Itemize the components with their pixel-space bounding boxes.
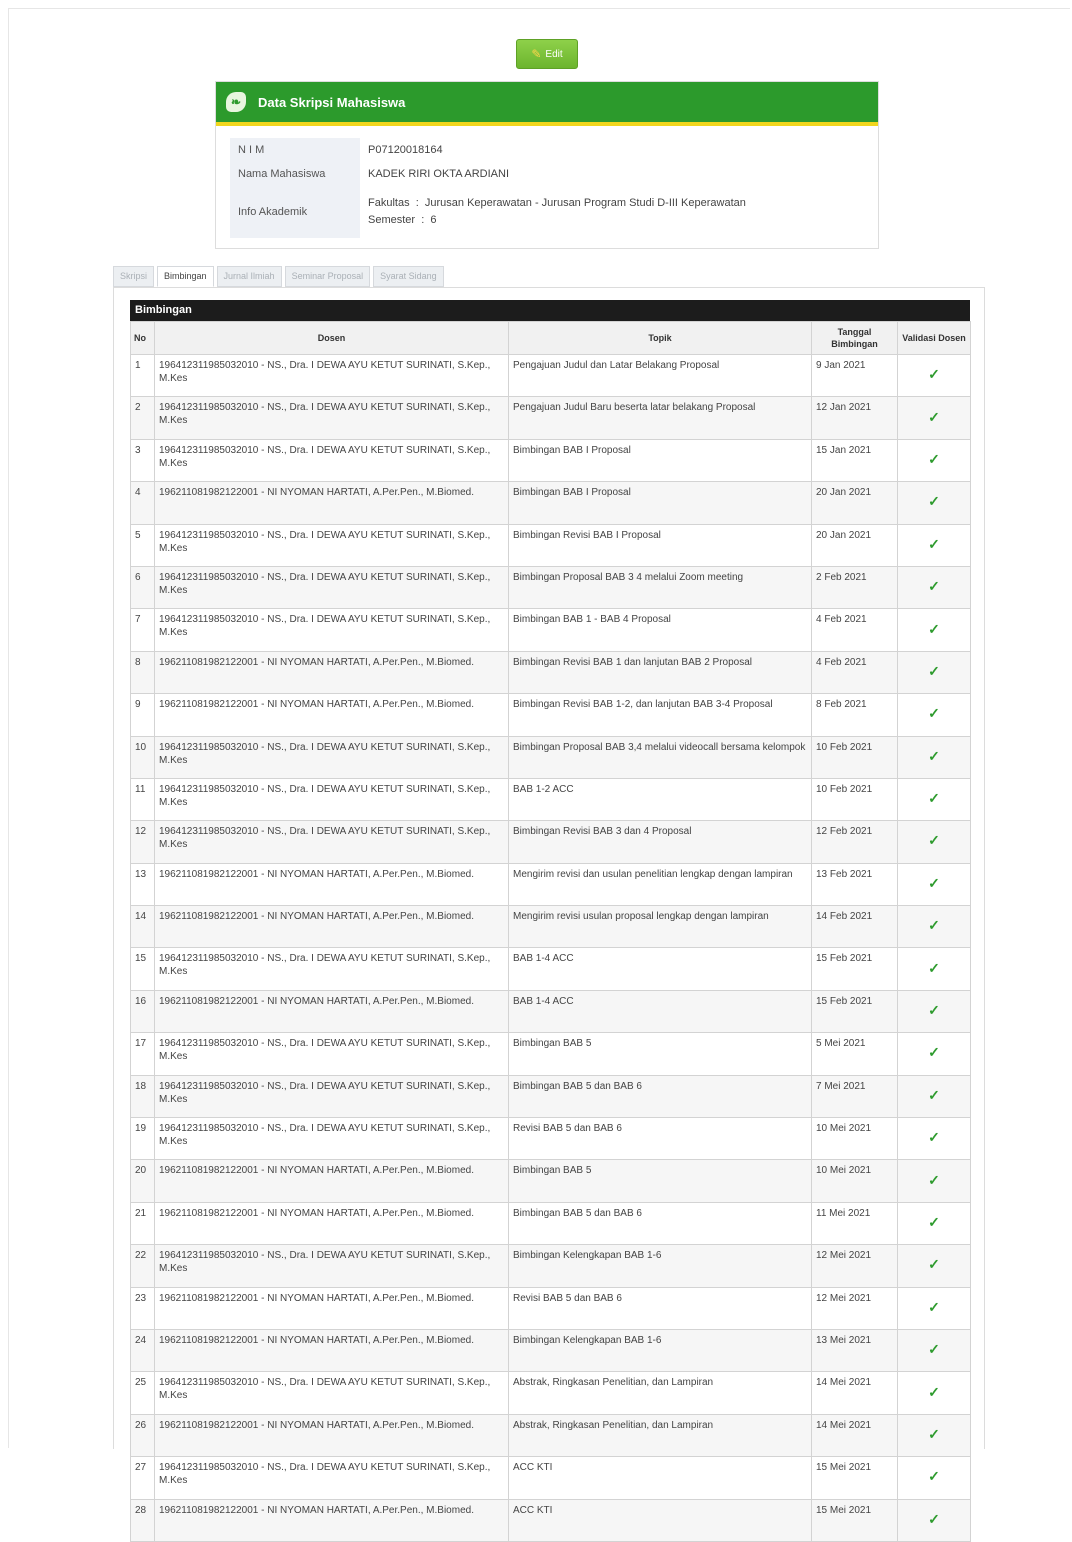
row-dosen: 196412311985032010 - NS., Dra. I DEWA AYU KETUT SURINATI, S.Kep., M.Kes xyxy=(155,439,509,481)
table-row xyxy=(131,609,971,651)
table-row xyxy=(131,355,971,397)
row-dosen: 196211081982122001 - NI NYOMAN HARTATI, A.Per.Pen., M.Biomed. xyxy=(155,863,509,905)
row-topik: ACC KTI xyxy=(509,1457,812,1499)
row-dosen: 196412311985032010 - NS., Dra. I DEWA AYU KETUT SURINATI, S.Kep., M.Kes xyxy=(155,1457,509,1499)
checkmark-icon: ✓ xyxy=(928,1086,940,1103)
checkmark-icon: ✓ xyxy=(928,1044,940,1061)
tab-syarat-sidang[interactable]: Syarat Sidang xyxy=(373,266,444,287)
row-dosen: 196412311985032010 - NS., Dra. I DEWA AYU KETUT SURINATI, S.Kep., M.Kes xyxy=(155,778,509,820)
row-tanggal: 15 Feb 2021 xyxy=(812,990,898,1032)
table-row xyxy=(131,694,971,736)
row-tanggal: 12 Feb 2021 xyxy=(812,821,898,863)
row-tanggal: 14 Mei 2021 xyxy=(812,1372,898,1414)
row-no: 21 xyxy=(131,1202,155,1244)
row-dosen: 196211081982122001 - NI NYOMAN HARTATI, A.Per.Pen., M.Biomed. xyxy=(155,1329,509,1371)
row-topik: ACC KTI xyxy=(509,1499,812,1541)
header-no: No xyxy=(131,322,155,355)
nim-label: N I M xyxy=(230,138,360,162)
row-dosen: 196412311985032010 - NS., Dra. I DEWA AYU KETUT SURINATI, S.Kep., M.Kes xyxy=(155,609,509,651)
name-value: KADEK RIRI OKTA ARDIANI xyxy=(368,168,509,180)
row-dosen: 196211081982122001 - NI NYOMAN HARTATI, A.Per.Pen., M.Biomed. xyxy=(155,1414,509,1456)
row-no: 27 xyxy=(131,1457,155,1499)
row-tanggal: 4 Feb 2021 xyxy=(812,651,898,693)
checkmark-icon: ✓ xyxy=(928,1341,940,1358)
checkmark-icon: ✓ xyxy=(928,1510,940,1527)
table-row xyxy=(131,906,971,948)
row-dosen: 196211081982122001 - NI NYOMAN HARTATI, A.Per.Pen., M.Biomed. xyxy=(155,906,509,948)
checkmark-icon: ✓ xyxy=(928,1298,940,1315)
table-row xyxy=(131,990,971,1032)
table-row xyxy=(131,1118,971,1160)
checkmark-icon: ✓ xyxy=(928,917,940,934)
row-validasi xyxy=(898,1160,971,1202)
row-validasi xyxy=(898,1457,971,1499)
row-tanggal: 10 Mei 2021 xyxy=(812,1160,898,1202)
row-dosen: 196412311985032010 - NS., Dra. I DEWA AYU KETUT SURINATI, S.Kep., M.Kes xyxy=(155,397,509,439)
table-row xyxy=(131,1499,971,1541)
row-tanggal: 15 Mei 2021 xyxy=(812,1499,898,1541)
nim-value: P07120018164 xyxy=(368,144,443,156)
table-row xyxy=(131,1329,971,1371)
checkmark-icon: ✓ xyxy=(928,705,940,722)
row-tanggal: 15 Mei 2021 xyxy=(812,1457,898,1499)
row-tanggal: 4 Feb 2021 xyxy=(812,609,898,651)
checkmark-icon: ✓ xyxy=(928,1383,940,1400)
row-topik: Bimbingan Proposal BAB 3 4 melalui Zoom meeting xyxy=(509,566,812,608)
row-dosen: 196412311985032010 - NS., Dra. I DEWA AYU KETUT SURINATI, S.Kep., M.Kes xyxy=(155,736,509,778)
row-no: 6 xyxy=(131,566,155,608)
row-topik: Bimbingan Proposal BAB 3,4 melalui videocall bersama kelompok xyxy=(509,736,812,778)
row-tanggal: 7 Mei 2021 xyxy=(812,1075,898,1117)
row-tanggal: 8 Feb 2021 xyxy=(812,694,898,736)
row-topik: BAB 1-4 ACC xyxy=(509,948,812,990)
row-topik: Mengirim revisi dan usulan penelitian lengkap dengan lampiran xyxy=(509,863,812,905)
row-no: 3 xyxy=(131,439,155,481)
row-no: 28 xyxy=(131,1499,155,1541)
row-topik: Revisi BAB 5 dan BAB 6 xyxy=(509,1287,812,1329)
row-dosen: 196412311985032010 - NS., Dra. I DEWA AYU KETUT SURINATI, S.Kep., M.Kes xyxy=(155,1075,509,1117)
card-header xyxy=(216,82,878,126)
row-validasi xyxy=(898,821,971,863)
row-topik: Pengajuan Judul dan Latar Belakang Proposal xyxy=(509,355,812,397)
row-validasi xyxy=(898,1202,971,1244)
name-label: Nama Mahasiswa xyxy=(230,162,360,186)
row-validasi xyxy=(898,694,971,736)
row-dosen: 196412311985032010 - NS., Dra. I DEWA AYU KETUT SURINATI, S.Kep., M.Kes xyxy=(155,355,509,397)
leaf-icon: ❧ xyxy=(226,92,246,112)
checkmark-icon: ✓ xyxy=(928,959,940,976)
row-dosen: 196412311985032010 - NS., Dra. I DEWA AYU KETUT SURINATI, S.Kep., M.Kes xyxy=(155,948,509,990)
table-row xyxy=(131,1033,971,1075)
bimbingan-table xyxy=(130,321,971,1542)
row-topik: Bimbingan Kelengkapan BAB 1-6 xyxy=(509,1245,812,1287)
checkmark-icon: ✓ xyxy=(928,578,940,595)
row-topik: Bimbingan Kelengkapan BAB 1-6 xyxy=(509,1329,812,1371)
row-tanggal: 5 Mei 2021 xyxy=(812,1033,898,1075)
checkmark-icon: ✓ xyxy=(928,366,940,383)
row-topik: Abstrak, Ringkasan Penelitian, dan Lampiran xyxy=(509,1414,812,1456)
row-no: 26 xyxy=(131,1414,155,1456)
row-validasi xyxy=(898,439,971,481)
row-validasi xyxy=(898,1414,971,1456)
row-validasi xyxy=(898,1118,971,1160)
row-dosen: 196211081982122001 - NI NYOMAN HARTATI, A.Per.Pen., M.Biomed. xyxy=(155,482,509,524)
semester-value: 6 xyxy=(430,214,437,226)
table-row xyxy=(131,821,971,863)
table-row xyxy=(131,439,971,481)
header-tanggal: Tanggal Bimbingan xyxy=(812,322,898,355)
header-dosen: Dosen xyxy=(155,322,509,355)
row-no: 14 xyxy=(131,906,155,948)
academic-value: Fakultas : Jurusan Keperawatan - Jurusan Program Studi D-III Keperawatan Semester : 6 xyxy=(368,197,746,226)
row-validasi xyxy=(898,1372,971,1414)
row-topik: Bimbingan Revisi BAB I Proposal xyxy=(509,524,812,566)
row-no: 19 xyxy=(131,1118,155,1160)
row-no: 13 xyxy=(131,863,155,905)
row-validasi xyxy=(898,778,971,820)
row-no: 10 xyxy=(131,736,155,778)
row-tanggal: 13 Feb 2021 xyxy=(812,863,898,905)
row-tanggal: 13 Mei 2021 xyxy=(812,1329,898,1371)
row-tanggal: 12 Mei 2021 xyxy=(812,1287,898,1329)
row-validasi xyxy=(898,1287,971,1329)
checkmark-icon: ✓ xyxy=(928,1002,940,1019)
row-topik: Abstrak, Ringkasan Penelitian, dan Lampiran xyxy=(509,1372,812,1414)
row-tanggal: 10 Feb 2021 xyxy=(812,778,898,820)
row-topik: Bimbingan BAB 5 dan BAB 6 xyxy=(509,1075,812,1117)
row-validasi xyxy=(898,1075,971,1117)
table-row xyxy=(131,1075,971,1117)
academic-label: Info Akademik xyxy=(230,186,360,238)
row-validasi xyxy=(898,736,971,778)
checkmark-icon: ✓ xyxy=(928,1214,940,1230)
checkmark-icon: ✓ xyxy=(928,747,940,764)
table-row xyxy=(131,1372,971,1414)
tab-skripsi[interactable]: Skripsi xyxy=(113,266,154,287)
tab-bimbingan[interactable]: Bimbingan xyxy=(157,266,214,287)
row-topik: Pengajuan Judul Baru beserta latar belakang Proposal xyxy=(509,397,812,439)
checkmark-icon: ✓ xyxy=(928,535,940,552)
row-validasi xyxy=(898,397,971,439)
row-validasi xyxy=(898,524,971,566)
edit-button[interactable] xyxy=(516,39,578,69)
row-topik: Bimbingan Revisi BAB 1 dan lanjutan BAB 2 Proposal xyxy=(509,651,812,693)
row-dosen: 196412311985032010 - NS., Dra. I DEWA AYU KETUT SURINATI, S.Kep., M.Kes xyxy=(155,524,509,566)
card-title: Data Skripsi Mahasiswa xyxy=(258,94,406,110)
row-validasi xyxy=(898,482,971,524)
row-tanggal: 14 Mei 2021 xyxy=(812,1414,898,1456)
row-no: 24 xyxy=(131,1329,155,1371)
row-validasi xyxy=(898,566,971,608)
row-dosen: 196211081982122001 - NI NYOMAN HARTATI, A.Per.Pen., M.Biomed. xyxy=(155,694,509,736)
faculty-label: Fakultas xyxy=(368,197,410,209)
row-no: 20 xyxy=(131,1160,155,1202)
table-row xyxy=(131,778,971,820)
table-row xyxy=(131,863,971,905)
row-topik: Mengirim revisi usulan proposal lengkap dengan lampiran xyxy=(509,906,812,948)
row-dosen: 196412311985032010 - NS., Dra. I DEWA AYU KETUT SURINATI, S.Kep., M.Kes xyxy=(155,566,509,608)
row-topik: Bimbingan BAB 5 xyxy=(509,1160,812,1202)
checkmark-icon: ✓ xyxy=(928,1256,940,1273)
checkmark-icon: ✓ xyxy=(928,493,940,510)
faculty-value: Jurusan Keperawatan - Jurusan Program Studi D-III Keperawatan xyxy=(424,197,746,209)
row-no: 12 xyxy=(131,821,155,863)
checkmark-icon: ✓ xyxy=(928,1171,940,1188)
row-no: 11 xyxy=(131,778,155,820)
row-dosen: 196211081982122001 - NI NYOMAN HARTATI, A.Per.Pen., M.Biomed. xyxy=(155,1287,509,1329)
tab-jurnal-ilmiah[interactable]: Jurnal Ilmiah xyxy=(217,266,282,287)
table-row xyxy=(131,736,971,778)
checkmark-icon: ✓ xyxy=(928,662,940,679)
checkmark-icon: ✓ xyxy=(928,620,940,637)
row-dosen: 196412311985032010 - NS., Dra. I DEWA AYU KETUT SURINATI, S.Kep., M.Kes xyxy=(155,1372,509,1414)
row-validasi xyxy=(898,609,971,651)
row-tanggal: 2 Feb 2021 xyxy=(812,566,898,608)
table-row xyxy=(131,948,971,990)
table-row xyxy=(131,1160,971,1202)
row-tanggal: 20 Jan 2021 xyxy=(812,482,898,524)
row-no: 7 xyxy=(131,609,155,651)
row-topik: Bimbingan BAB 5 xyxy=(509,1033,812,1075)
header-topik: Topik xyxy=(509,322,812,355)
row-dosen: 196412311985032010 - NS., Dra. I DEWA AYU KETUT SURINATI, S.Kep., M.Kes xyxy=(155,821,509,863)
row-topik: Bimbingan BAB I Proposal xyxy=(509,482,812,524)
bimbingan-panel xyxy=(113,287,985,1527)
checkmark-icon: ✓ xyxy=(928,1468,940,1485)
row-no: 5 xyxy=(131,524,155,566)
tab-bar xyxy=(113,266,444,287)
tab-seminar-proposal[interactable]: Seminar Proposal xyxy=(285,266,371,287)
row-topik: Bimbingan BAB I Proposal xyxy=(509,439,812,481)
table-row xyxy=(131,651,971,693)
row-validasi xyxy=(898,948,971,990)
row-tanggal: 10 Mei 2021 xyxy=(812,1118,898,1160)
row-no: 15 xyxy=(131,948,155,990)
row-no: 4 xyxy=(131,482,155,524)
row-no: 1 xyxy=(131,355,155,397)
row-dosen: 196211081982122001 - NI NYOMAN HARTATI, A.Per.Pen., M.Biomed. xyxy=(155,651,509,693)
checkmark-icon: ✓ xyxy=(928,874,940,891)
row-no: 22 xyxy=(131,1245,155,1287)
row-no: 16 xyxy=(131,990,155,1032)
row-validasi xyxy=(898,1033,971,1075)
row-tanggal: 11 Mei 2021 xyxy=(812,1202,898,1244)
table-row xyxy=(131,1202,971,1244)
row-tanggal: 15 Jan 2021 xyxy=(812,439,898,481)
page xyxy=(8,8,1070,1527)
row-no: 8 xyxy=(131,651,155,693)
row-tanggal: 12 Mei 2021 xyxy=(812,1245,898,1287)
student-card xyxy=(215,81,879,249)
row-tanggal: 9 Jan 2021 xyxy=(812,355,898,397)
row-dosen: 196211081982122001 - NI NYOMAN HARTATI, A.Per.Pen., M.Biomed. xyxy=(155,1202,509,1244)
row-tanggal: 15 Feb 2021 xyxy=(812,948,898,990)
row-validasi xyxy=(898,355,971,397)
row-topik: Revisi BAB 5 dan BAB 6 xyxy=(509,1118,812,1160)
row-no: 17 xyxy=(131,1033,155,1075)
table-row xyxy=(131,1287,971,1329)
row-no: 18 xyxy=(131,1075,155,1117)
row-dosen: 196211081982122001 - NI NYOMAN HARTATI, A.Per.Pen., M.Biomed. xyxy=(155,990,509,1032)
table-row xyxy=(131,1457,971,1499)
row-dosen: 196412311985032010 - NS., Dra. I DEWA AYU KETUT SURINATI, S.Kep., M.Kes xyxy=(155,1245,509,1287)
row-topik: Bimbingan BAB 5 dan BAB 6 xyxy=(509,1202,812,1244)
row-tanggal: 10 Feb 2021 xyxy=(812,736,898,778)
student-info-table xyxy=(230,138,754,238)
edit-button-label: Edit xyxy=(545,48,563,60)
checkmark-icon: ✓ xyxy=(928,1425,940,1442)
table-row xyxy=(131,566,971,608)
row-validasi xyxy=(898,651,971,693)
row-tanggal: 12 Jan 2021 xyxy=(812,397,898,439)
row-validasi xyxy=(898,1329,971,1371)
checkmark-icon: ✓ xyxy=(928,790,940,807)
table-row xyxy=(131,482,971,524)
checkmark-icon: ✓ xyxy=(928,450,940,467)
row-dosen: 196211081982122001 - NI NYOMAN HARTATI, A.Per.Pen., M.Biomed. xyxy=(155,1160,509,1202)
row-topik: Bimbingan Revisi BAB 3 dan 4 Proposal xyxy=(509,821,812,863)
row-validasi xyxy=(898,990,971,1032)
header-validasi: Validasi Dosen xyxy=(898,322,971,355)
row-topik: BAB 1-2 ACC xyxy=(509,778,812,820)
table-row xyxy=(131,524,971,566)
row-validasi xyxy=(898,863,971,905)
row-no: 2 xyxy=(131,397,155,439)
row-tanggal: 14 Feb 2021 xyxy=(812,906,898,948)
row-no: 23 xyxy=(131,1287,155,1329)
section-title: Bimbingan xyxy=(130,300,970,321)
checkmark-icon: ✓ xyxy=(928,1129,940,1146)
table-row xyxy=(131,1245,971,1287)
pencil-icon: ✎ xyxy=(531,47,542,61)
row-topik: Bimbingan Revisi BAB 1-2, dan lanjutan BAB 3-4 Proposal xyxy=(509,694,812,736)
row-topik: BAB 1-4 ACC xyxy=(509,990,812,1032)
row-no: 25 xyxy=(131,1372,155,1414)
semester-label: Semester xyxy=(368,214,416,226)
table-row xyxy=(131,1414,971,1456)
row-no: 9 xyxy=(131,694,155,736)
row-validasi xyxy=(898,906,971,948)
row-topik: Bimbingan BAB 1 - BAB 4 Proposal xyxy=(509,609,812,651)
row-validasi xyxy=(898,1499,971,1541)
row-dosen: 196412311985032010 - NS., Dra. I DEWA AYU KETUT SURINATI, S.Kep., M.Kes xyxy=(155,1118,509,1160)
row-dosen: 196211081982122001 - NI NYOMAN HARTATI, A.Per.Pen., M.Biomed. xyxy=(155,1499,509,1541)
table-row xyxy=(131,397,971,439)
row-tanggal: 20 Jan 2021 xyxy=(812,524,898,566)
row-dosen: 196412311985032010 - NS., Dra. I DEWA AYU KETUT SURINATI, S.Kep., M.Kes xyxy=(155,1033,509,1075)
checkmark-icon: ✓ xyxy=(928,832,940,849)
row-validasi xyxy=(898,1245,971,1287)
checkmark-icon: ✓ xyxy=(928,408,940,425)
